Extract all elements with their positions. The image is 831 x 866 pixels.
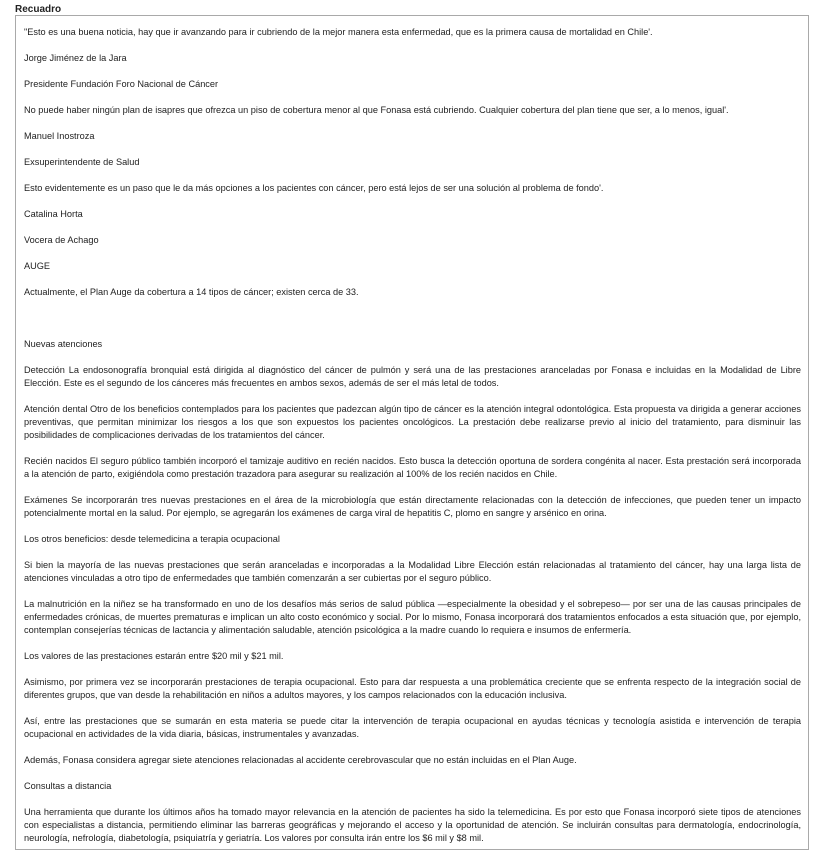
author-name: Manuel Inostroza — [24, 131, 95, 141]
auge-heading: AUGE — [24, 261, 51, 271]
quote-inostroza: No puede haber ningún plan de isapres que ofrezca un piso de cobertura menor al que Fonasa está cubriendo. Cualquier cobertura del plan tiene que ser, a lo menos, igual'. — [24, 105, 729, 115]
prestaciones-paragraph: Así, entre las prestaciones que se sumarán en esta materia se puede citar la intervención de terapia ocupacional en ayudas técnicas y tecnología asistida e intervención de terapia ocupacional en actividades de la vida diaria, básicas, instrumentales y avanzadas. — [24, 716, 801, 739]
author-title: Vocera de Achago — [24, 235, 99, 245]
author-name: Catalina Horta — [24, 209, 83, 219]
cerebrovascular-paragraph: Además, Fonasa considera agregar siete atenciones relacionadas al accidente cerebrovascular que no están incluidas en el Plan Auge. — [24, 755, 577, 765]
nuevas-atenciones-heading: Nuevas atenciones — [24, 339, 103, 349]
consultas-heading: Consultas a distancia — [24, 781, 112, 791]
recuadro-textbox[interactable] — [15, 15, 809, 850]
examenes-paragraph: Exámenes Se incorporarán tres nuevas prestaciones en el área de la microbiología que están directamente relacionadas con la detección de infecciones, que pueden tener un impacto potencialmente mortal en la salud. Por ejemplo, se agregarán los exámenes de carga viral de hepatitis C, plomo en sangre y arsénico en orina. — [24, 495, 801, 518]
author-title: Presidente Fundación Foro Nacional de Cáncer — [24, 79, 219, 89]
otros-beneficios-heading: Los otros beneficios: desde telemedicina a terapia ocupacional — [24, 534, 280, 544]
deteccion-paragraph: Detección La endosonografía bronquial está dirigida al diagnóstico del cáncer de pulmón y será una de las prestaciones aranceladas por Fonasa e incluidas en la Modalidad de Libre Elección. Este es el segundo de los cánceres más frecuentes en ambos sexos, además de ser el más letal de todos. — [24, 365, 801, 388]
auge-text: Actualmente, el Plan Auge da cobertura a 14 tipos de cáncer; existen cerca de 33. — [24, 287, 359, 297]
recien-nacidos-paragraph: Recién nacidos El seguro público también incorporó el tamizaje auditivo en recién nacidos. Esto busca la detección oportuna de sordera congénita al nacer. Esta prestación será incorporada a la atención de parto, exigiéndola como prestación trazadora para asegurar su realización al 100% de los recién nacidos en Chile. — [24, 456, 801, 479]
valores-paragraph: Los valores de las prestaciones estarán entre $20 mil y $21 mil. — [24, 651, 284, 661]
quote-jimenez: "Esto es una buena noticia, hay que ir avanzando para ir cubriendo de la mejor manera esta enfermedad, que es la primera causa de mortalidad en Chile'. — [24, 27, 653, 37]
blank-line — [24, 312, 801, 338]
section-label: Recuadro — [15, 4, 62, 15]
terapia-ocupacional-paragraph: Asimismo, por primera vez se incorporarán prestaciones de terapia ocupacional. Esto para dar respuesta a una problemática creciente que se enfrenta respecto de la integración social de diferentes grupos, que van desde la rehabilitación en niños a adultos mayores, y los campos relacionados con la educación inclusiva. — [24, 677, 801, 700]
quote-horta: Esto evidentemente es un paso que le da más opciones a los pacientes con cáncer, pero está lejos de ser una solución al problema de fondo'. — [24, 183, 604, 193]
modalidad-paragraph: Si bien la mayoría de las nuevas prestaciones que serán aranceladas e incorporadas a la Modalidad Libre Elección están relacionadas al tratamiento del cáncer, hay una larga lista de atenciones vinculadas a otro tipo de enfermedades que también comenzarán a ser cubiertas por el seguro público. — [24, 560, 801, 583]
author-title: Exsuperintendente de Salud — [24, 157, 140, 167]
atencion-dental-paragraph: Atención dental Otro de los beneficios contemplados para los pacientes que padezcan algún tipo de cáncer es la atención integral odontológica. Esta propuesta va dirigida a generar acciones preventivas, que permitan minimizar los riesgos a los que son expuestos los pacientes oncológicos. La prestación debe realizarse previo al inicio del tratamiento, para disminuir las posibilidades de complicaciones derivadas de los tratamientos del cáncer. — [24, 404, 801, 440]
telemedicina-paragraph: Una herramienta que durante los últimos años ha tomado mayor relevancia en la atención de pacientes ha sido la telemedicina. Es por esto que Fonasa incorporó siete tipos de atenciones con especialistas a distancia, permitiendo eliminar las barreras geográficas y mejorando el acceso y la oportunidad de atención. Se incluirán consultas para dermatología, endocrinología, neurología, nefrología, diabetología, psiquiatría y geriatría. Los valores por consulta irán entre los $6 mil y $8 mil. — [24, 807, 801, 843]
author-name: Jorge Jiménez de la Jara — [24, 53, 127, 63]
malnutricion-paragraph: La malnutrición en la niñez se ha transformado en uno de los desafíos más serios de salud pública —especialmente la obesidad y el sobrepeso— por ser una de las causas principales de enfermedades crónicas, de muertes prematuras e implican un alto costo económico y social. Por lo mismo, Fonasa incorporará dos tratamientos enfocados a esta situación que, por ejemplo, contemplan consejerías técnicas de lactancia y alimentación saludable, atención psicológica a la madre cuando lo requiera e insumos de enfermería. — [24, 599, 801, 635]
